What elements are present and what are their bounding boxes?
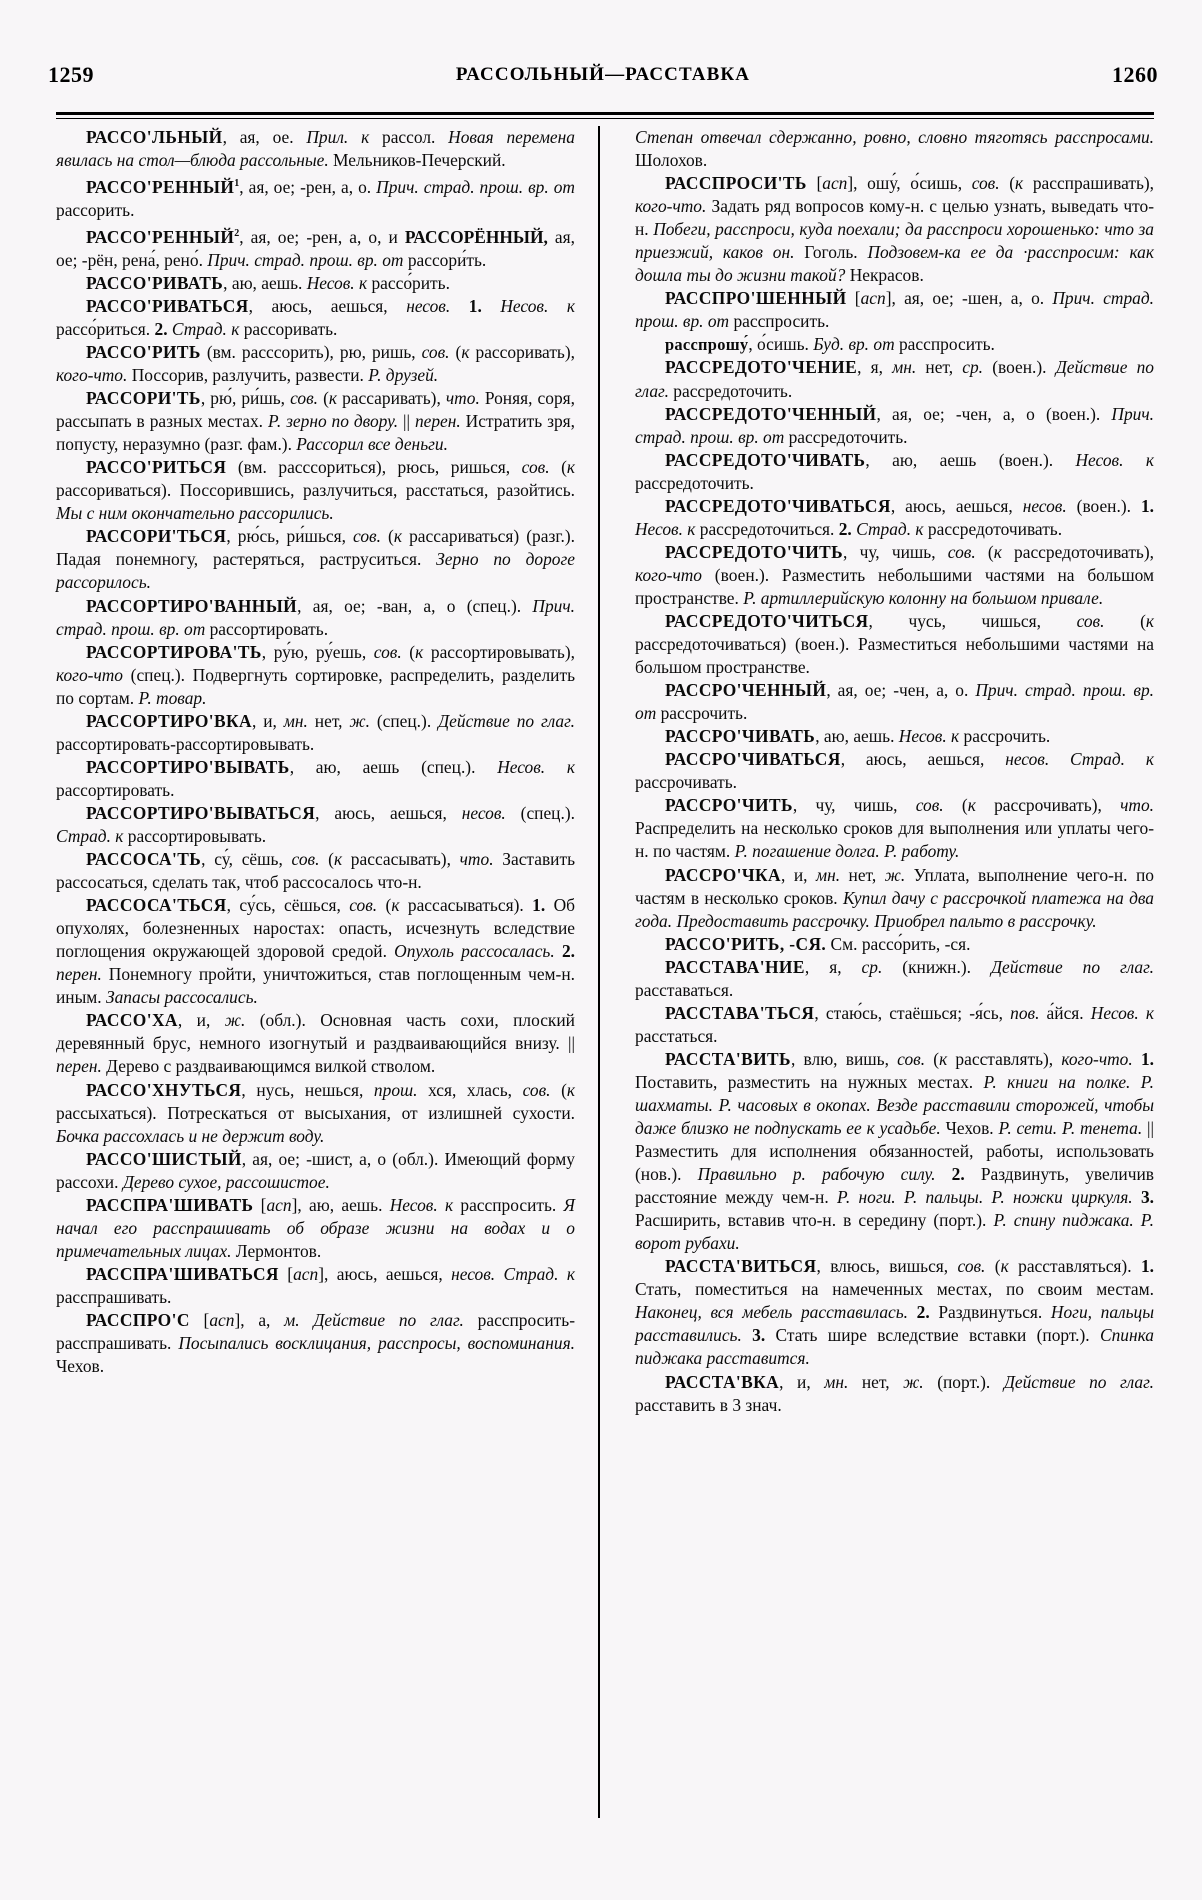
entry-headword: РАССРЕДОТО'ЧИВАТЬСЯ [665,495,891,516]
dictionary-entry [56,641,575,710]
entry-body: , ая, ое. Прил. к рассол. Новая перемена явилась на стол—блюда рассольные. Мельников-Печерский. [56,127,575,171]
entry-headword: РАССОСА'ТЬ [86,849,202,870]
entry-continuation: Степан отвечал сдержанно, ровно, словно тяготясь расспросами. Шолохов. [635,127,1154,171]
dictionary-entry [635,794,1154,863]
entry-body: , аюсь, аешься, несов. Страд. к рассрочивать. [635,749,1154,793]
dictionary-entry [56,341,575,387]
entry-headword: РАССТА'ВИТЬСЯ [665,1256,817,1277]
dictionary-entry [635,403,1154,449]
dictionary-entry [635,748,1154,794]
dictionary-entry [635,933,1154,956]
entry-body: , аюсь, аешься, несов. (спец.). Страд. к рассортировывать. [56,802,575,846]
entry-headword: РАССО'ЛЬНЫЙ [86,127,223,147]
entry-body: , аю, аешь. Несов. к рассо́рить. [223,272,450,293]
dictionary-entry [56,595,575,641]
entry-body: , я, мн. нет, ср. (воен.). Действие по глаг. рассредоточить. [635,357,1154,401]
dictionary-entry [635,679,1154,725]
dictionary-entry [635,1002,1154,1048]
entry-body: , чу, чишь, сов. (к рассредоточивать), кого-что (воен.). Разместить небольшими частями на большом пространстве. Р. артиллерийскую колонну на большом привале. [635,541,1154,608]
dictionary-entry [635,610,1154,679]
dictionary-entry [635,495,1154,541]
entry-body: , аю, аешь (спец.). Несов. к рассортировать. [56,756,575,800]
folio-right: 1260 [1112,62,1158,87]
entry-body: , рю́, ри́шь, сов. (к рассаривать), что. Роняя, соря, рассыпать в разных местах. Р. зерно по двору. || перен. Истратить зря, попусту, неразумно (разг. фам.). Рассорил все деньги. [56,388,575,455]
entry-body: , чу, чишь, сов. (к рассрочивать), что. Распределить на несколько сроков для выполнения или уплаты чего-н. по частям. Р. погашение долга. Р. работу. [635,795,1154,862]
entry-body: , и, ж. (обл.). Основная часть сохи, плоский деревянный брус, немного изогнутый и раздваивающийся внизу. || перен. Дерево с раздваивающимся вилкой стволом. [56,1010,575,1077]
dictionary-entry [56,1309,575,1378]
entry-headword: РАССРЕДОТО'ЧИТЬ [665,541,844,562]
folio-left: 1259 [48,62,94,87]
entry-body: , ая, ое; -рен, а, о. Прич. страд. прош. вр. от рассорить. [56,176,575,220]
dictionary-entry [56,802,575,848]
entry-headword: РАССРЕДОТО'ЧИВАТЬ [665,449,866,470]
entry-headword: РАССОРТИРО'ВЫВАТЬСЯ [86,802,316,823]
column-divider [598,126,600,1818]
entry-headword: РАССТА'ВИТЬ [665,1048,791,1069]
dictionary-entry [56,894,575,1009]
entry-body: [асп], а, м. Действие по глаг. расспросить-расспрашивать. Посыпались восклицания, расспросы, воспоминания. Чехов. [56,1309,576,1377]
entry-headword: РАССРО'ЧИВАТЬСЯ [665,749,841,770]
entry-body: , аю, аешь (воен.). Несов. к рассредоточить. [635,449,1154,493]
entry-body: , ая, ое; -ван, а, о (спец.). Прич. страд. прош. вр. от рассортировать. [56,595,575,639]
entry-headword: РАССПРОСИ'ТЬ [665,173,807,194]
dictionary-entry [56,387,575,456]
entry-headword: РАССО'РИТЬ [86,342,201,363]
dictionary-entry [56,456,575,525]
entry-body: , ая, ое; -чен, а, о. Прич. страд. прош. вр. от рассрочить. [635,680,1154,724]
dictionary-entry [56,525,575,594]
entry-headword: РАССОСА'ТЬСЯ [86,895,227,916]
column-container [56,126,1154,1826]
entry-headword: РАССТА'ВКА [665,1371,780,1392]
entry-body: , су́, сёшь, сов. (к рассасывать), что. Заставить рассосаться, сделать так, чтоб рассосалось что-н. [56,849,575,893]
dictionary-entry [635,287,1154,333]
entry-headword: РАССРО'ЧИТЬ [665,795,793,816]
running-head: РАССОЛЬНЫЙ—РАССТАВКА [455,64,751,85]
entry-body: , ая, ое; -рен, а, о, и РАССОРЁННЫЙ, ая, ое; -рён, рена́, рено́. Прич. страд. прош. вр. от рассори́ть. [56,226,575,270]
entry-headword: РАССО'РИТЬСЯ [86,457,227,478]
dictionary-entry [635,541,1154,610]
entry-body: , ая, ое; -чен, а, о (воен.). Прич. страд. прош. вр. от рассредоточить. [635,403,1154,447]
entry-body: , влю, вишь, сов. (к расставлять), кого-что. 1. Поставить, разместить на нужных местах. Р. книги на полке. Р. шахматы. Р. часовых в окопах. Везде расставили сторожей, чтобы даже близко не подпускать ее к усадьбе. Чехов. Р. сети. Р. тенета. || Разместить для исполнения обязанностей, работы, использовать (нов.). Правильно р. рабочую силу. 2. Раздвинуть, увеличив расстояние между чем-н. Р. ноги. Р. пальцы. Р. ножки циркуля. 3. Расширить, вставив что-н. в середину (порт.). Р. спину пиджака. Р. ворот рубахи. [635,1048,1155,1254]
dictionary-entry [635,1255,1154,1370]
entry-body: , нусь, нешься, прош. хся, хлась, сов. (к рассыхаться). Потрескаться от высыхания, от излишней сухости. Бочка рассохлась и не держит воду. [56,1079,575,1146]
entry-headword: РАССТАВА'ТЬСЯ [665,1002,815,1023]
entry-body: , влюсь, вишься, сов. (к расставляться). 1. Стать, поместиться на намеченных местах, по своим местам. Наконец, вся мебель расставилась. 2. Раздвинуться. Ноги, пальцы расставились. 3. Стать шире вследствие вставки (порт.). Спинка пиджака расставится. [635,1256,1155,1369]
dictionary-entry [56,1079,575,1148]
dictionary-entry [56,272,575,295]
entry-headword: РАССОРТИРО'ВКА [86,710,252,731]
entry-headword: РАССРО'ЧЕННЫЙ [665,680,827,701]
entry-headword: РАССОРТИРО'ВАННЫЙ [86,595,298,616]
dictionary-entry [635,449,1154,495]
right-column [609,126,1154,1826]
entry-body: , ая, ое; -шист, а, о (обл.). Имеющий форму рассохи. Дерево сухое, рассошистое. [56,1148,575,1192]
entry-headword: РАССПРА'ШИВАТЬСЯ [86,1263,279,1284]
entry-headword: РАССО'РЕННЫЙ [86,176,235,197]
entry-body: (вм. расссориться), рюсь, ришься, сов. (к рассориваться). Поссорившись, разлучиться, расстаться, разойтись. Мы с ним окончательно рассорились. [56,457,576,524]
left-column [56,126,589,1826]
entry-headword: РАССО'ШИСТЫЙ [86,1148,242,1169]
entry-headword: РАССО'РИВАТЬСЯ [86,295,249,316]
dictionary-entry [56,126,575,172]
dictionary-entry [56,710,575,756]
entry-headword: расспрошу́ [665,335,749,355]
dictionary-entry [635,356,1154,402]
entry-headword: РАССПРО'С [86,1309,190,1330]
entry-headword: РАССО'РИВАТЬ [86,272,224,293]
entry-homonym-index: 1 [234,178,240,190]
entry-body: [асп], аю, аешь. Несов. к расспросить. Я начал его расспрашивать об образе жизни на водах и о примечательных лицах. Лермонтов. [56,1194,575,1261]
entry-headword: РАССТАВА'НИЕ [665,956,805,977]
entry-headword: РАССРО'ЧКА [665,864,782,885]
entry-body: , я, ср. (книжн.). Действие по глаг. расставаться. [635,956,1155,1000]
entry-body: , рю́сь, ри́шься, сов. (к рассариваться) (разг.). Падая понемногу, растеряться, раструситься. Зерно по дороге рассорилось. [56,526,575,593]
rule-thick [56,112,1154,115]
entry-body: , аюсь, аешься, несов. (воен.). 1. Несов. к рассредоточиться. 2. Страд. к рассредоточивать. [635,495,1154,539]
entry-body: , и, мн. нет, ж. (порт.). Действие по глаг. расставить в 3 знач. [635,1371,1154,1415]
dictionary-entry [635,864,1154,933]
page-header [48,62,1158,96]
entry-headword: РАССО'ХНУТЬСЯ [86,1079,242,1100]
dictionary-entry [56,1009,575,1078]
entry-headword: РАССОРТИРО'ВЫВАТЬ [86,756,290,777]
entry-body: , ру́ю, ру́ешь, сов. (к рассортировывать), кого-что (спец.). Подвергнуть сортировке, распределить, разделить по сортам. Р. товар. [56,641,575,708]
entry-body: , и, мн. нет, ж. (спец.). Действие по глаг. рассортировать-рассортировывать. [56,710,575,754]
entry-body: [асп], аюсь, аешься, несов. Страд. к расспрашивать. [56,1263,575,1307]
entry-body: , су́сь, сёшься, сов. (к рассасываться). 1. Об опухолях, болезненных наростах: опасть, исчезнуть вследствие поглощения окружающей здоровой средой. Опухоль рассосалась. 2. перен. Понемногу пройти, уничтожиться, став поглощенным чем-н. иным. Запасы рассосались. [56,895,575,1008]
dictionary-entry [56,848,575,894]
dictionary-entry [56,222,575,272]
entry-headword: РАССРЕДОТО'ЧИТЬСЯ [665,610,869,631]
entry-body: (вм. расссорить), рю, ришь, сов. (к рассоривать), кого-что. Поссорив, разлучить, развести. Р. друзей. [56,342,575,386]
entry-body: [асп], ая, ое; -шен, а, о. Прич. страд. прош. вр. от расспросить. [635,288,1154,332]
entry-headword: РАССРЕДОТО'ЧЕННЫЙ [665,403,877,424]
header-rule [56,112,1154,119]
dictionary-entry [56,172,575,222]
dictionary-entry [56,295,575,341]
entry-body: , о́сишь. Буд. вр. от расспросить. [748,334,995,355]
dictionary-entry [56,756,575,802]
entry-headword: РАССРО'ЧИВАТЬ [665,726,816,747]
entry-headword: РАССОРТИРОВА'ТЬ [86,641,262,662]
dictionary-entry [56,1263,575,1309]
entry-headword: РАССПРО'ШЕННЫЙ [665,288,847,309]
dictionary-entry [635,956,1154,1002]
dictionary-entry [635,1371,1154,1417]
dictionary-entry [635,725,1154,748]
dictionary-entry [635,172,1154,287]
dictionary-entry [635,333,1154,356]
entry-headword: РАССПРА'ШИВАТЬ [86,1194,254,1215]
dictionary-entry [635,1048,1154,1255]
entry-headword: РАССО'ХА [86,1010,178,1031]
dictionary-entry [56,1148,575,1194]
entry-body: , и, мн. нет, ж. Уплата, выполнение чего-н. по частям в несколько сроков. Купил дачу с рассрочкой платежа на два года. Предоставить рассрочку. Приобрел пальто в рассрочку. [635,864,1155,931]
entry-headword: РАССО'РЕННЫЙ [86,226,235,247]
entry-body: , стаю́сь, стаёшься; -я́сь, пов. а́йся. Несов. к расстаться. [635,1002,1154,1046]
entry-body: См. рассо́рить, -ся. [826,933,971,954]
entry-headword: РАССОРИ'ТЬСЯ [86,526,227,547]
dictionary-entry [56,1194,575,1263]
entry-body: [асп], ошу́, о́сишь, сов. (к расспрашивать), кого-что. Задать ряд вопросов кому-н. с целью узнать, выведать что-н. Побеги, расспроси, куда поехали; да расспроси хорошенько: что за приезжий, каков он. Гоголь. Подзовем-ка ее да ·расспросим: как дошла ты до жизни такой? Некрасов. [635,173,1155,286]
entry-body: , аюсь, аешься, несов. 1. Несов. к рассо́риться. 2. Страд. к рассоривать. [56,295,575,339]
entry-headword: РАССРЕДОТО'ЧЕНИЕ [665,357,858,378]
entry-headword: РАССО'РИТЬ, -СЯ. [665,933,827,954]
entry-headword: РАССОРИ'ТЬ [86,388,201,409]
entry-body: , чусь, чишься, сов. (к рассредоточиваться) (воен.). Разместиться небольшими частями на большом пространстве. [635,610,1155,678]
entry-homonym-index: 2 [234,227,240,239]
entry-body: , аю, аешь. Несов. к рассрочить. [815,726,1051,747]
rule-thin [56,118,1154,119]
